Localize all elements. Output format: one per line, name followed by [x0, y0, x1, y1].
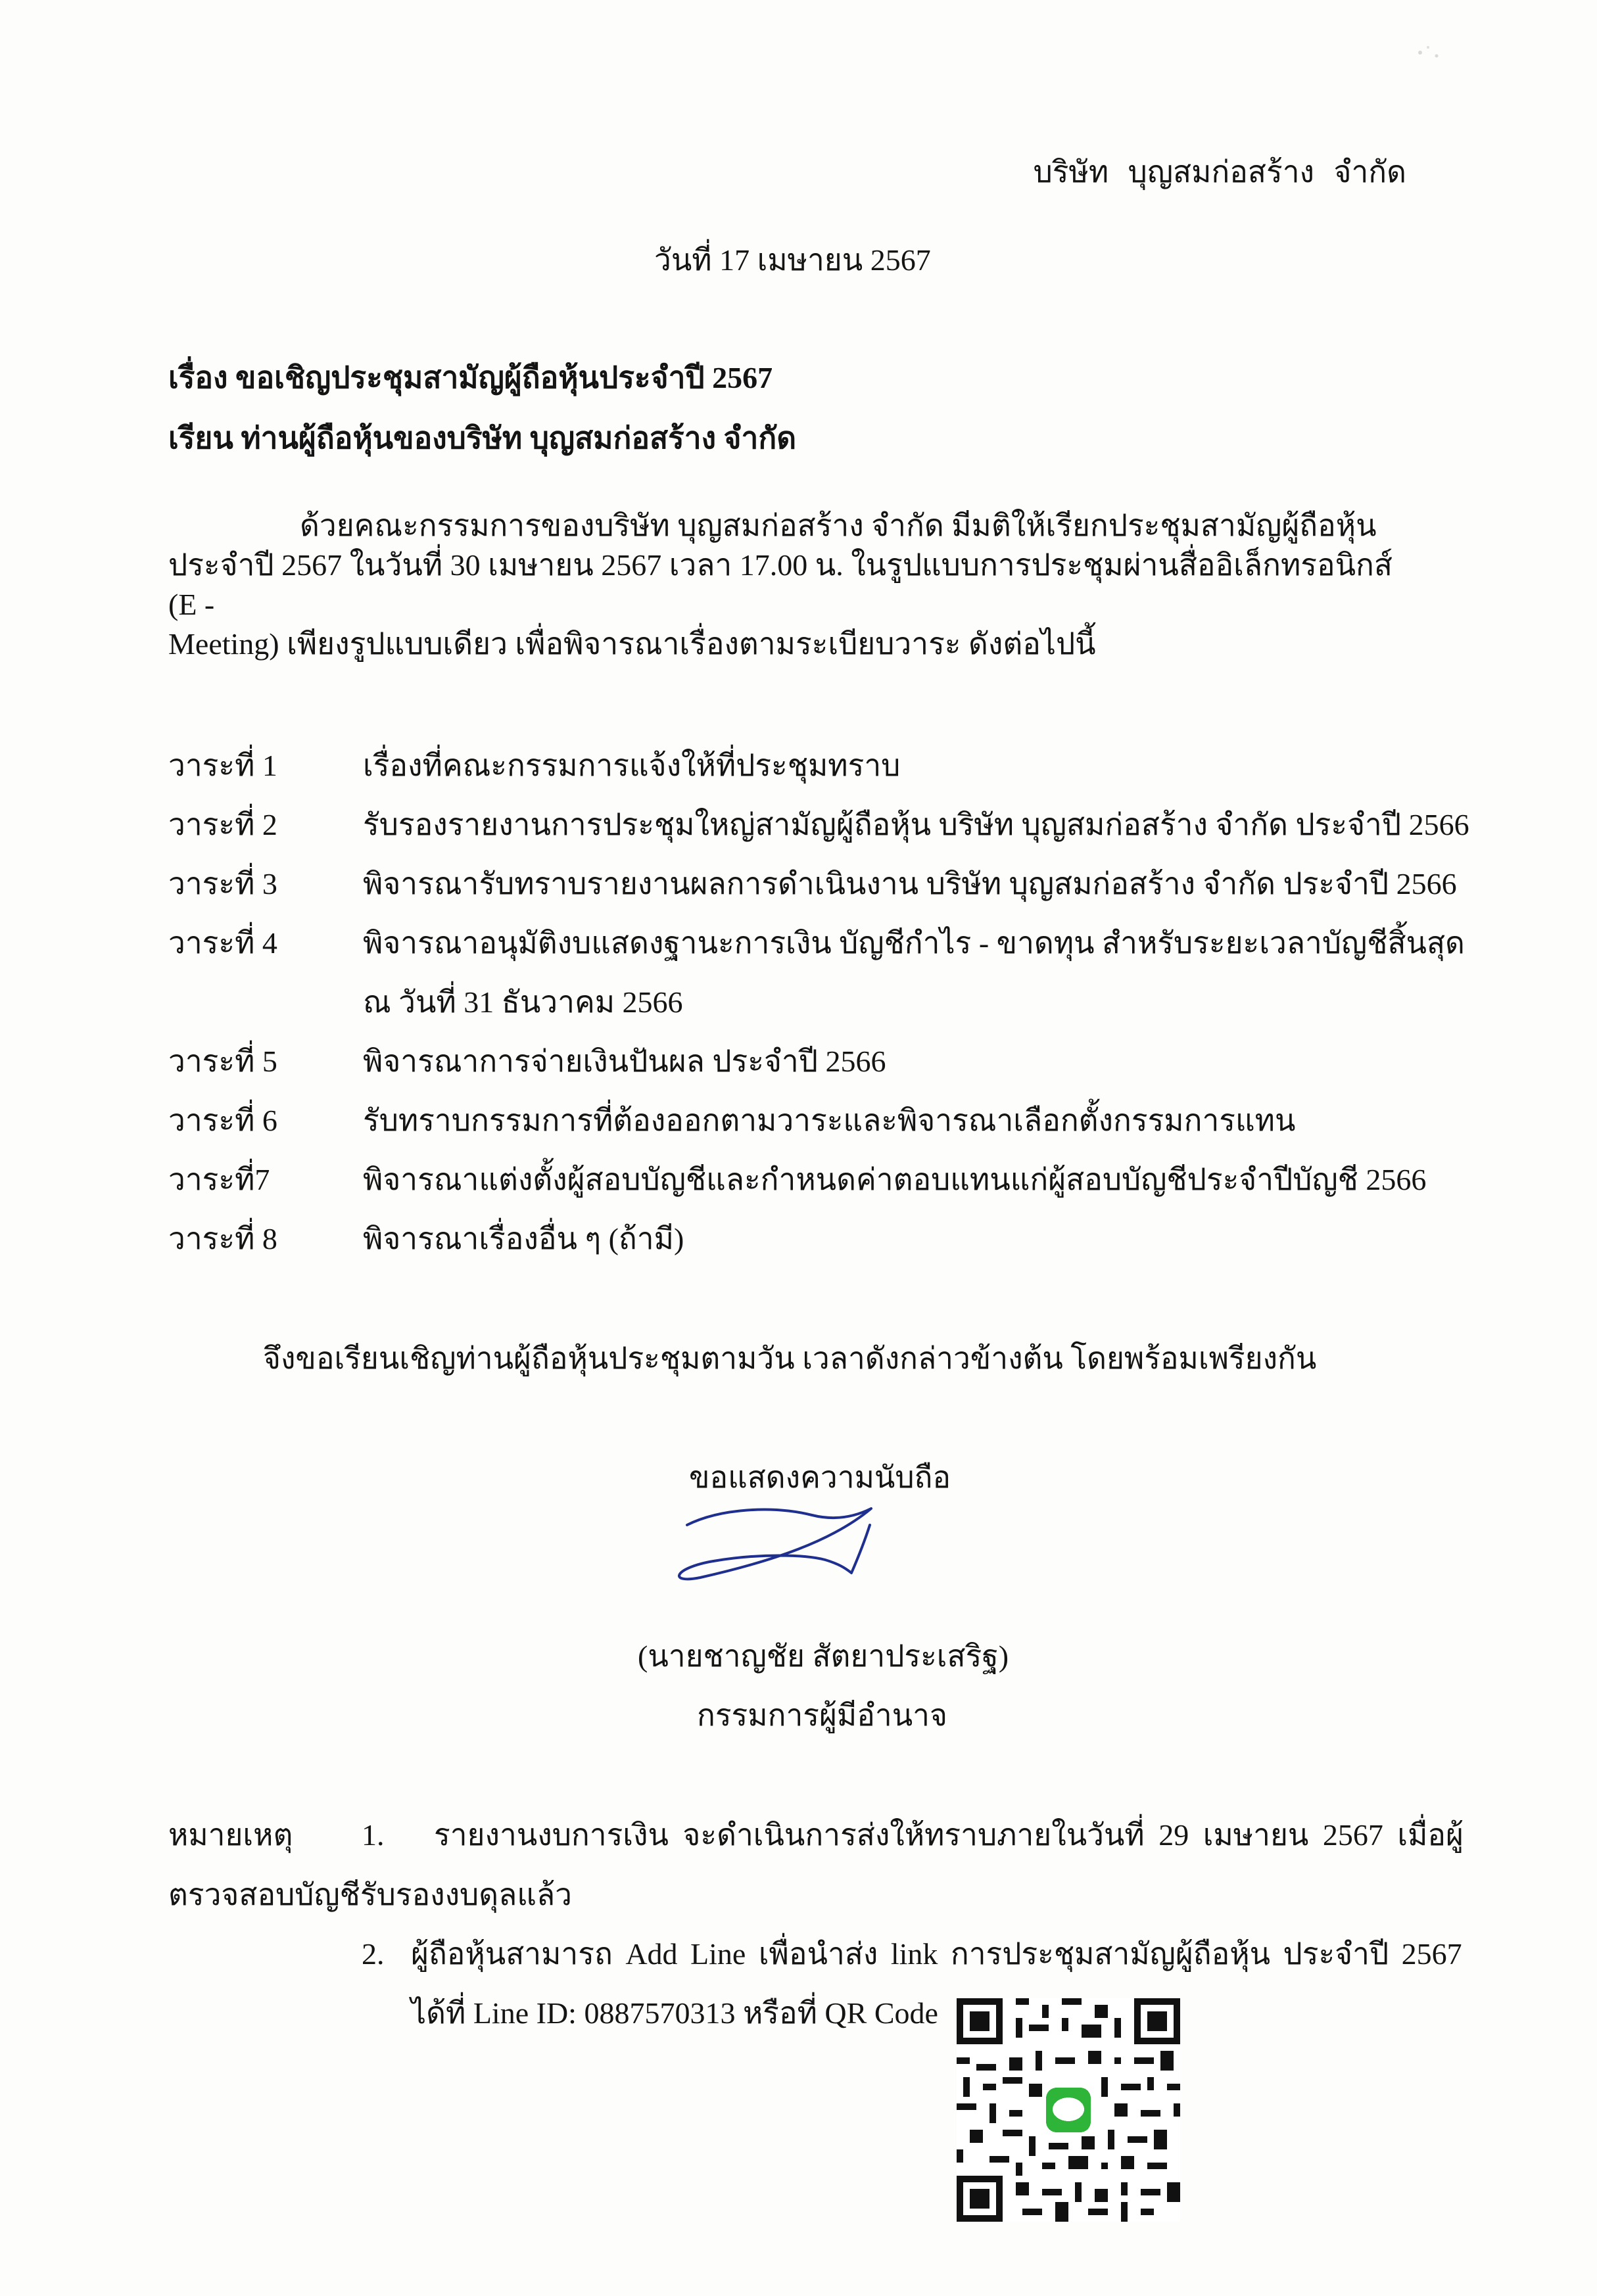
- note-text: ผู้ถือหุ้นสามารถ Add Line เพื่อนำส่ง link การประชุมสามัญผู้ถือหุ้น ประจำปี 2567: [411, 1937, 1462, 1971]
- body-line-1: ด้วยคณะกรรมการของบริษัท บุญสมก่อสร้าง จำกัด มีมติให้เรียกประชุมสามัญผู้ถือหุ้น: [300, 509, 1377, 542]
- body-paragraph: [168, 506, 1411, 664]
- body-line-2: ประจำปี 2567 ในวันที่ 30 เมษายน 2567 เวลา 17.00 น. ในรูปแบบการประชุมผ่านสื่ออิเล็กทรอนิกส์ (E -: [168, 548, 1393, 621]
- company-name: บริษัท บุญสมก่อสร้าง จำกัด: [1033, 155, 1406, 189]
- scan-speck-mark: [1414, 39, 1446, 66]
- agenda-number: วาระที่7: [168, 1163, 270, 1196]
- agenda-text: เรื่องที่คณะกรรมการแจ้งให้ที่ประชุมทราบ: [363, 749, 901, 782]
- agenda-text-continued: ณ วันที่ 31 ธันวาคม 2566: [363, 985, 683, 1019]
- regards-text: ขอแสดงความนับถือ: [689, 1461, 951, 1494]
- agenda-number: วาระที่ 6: [168, 1104, 277, 1137]
- agenda-number: วาระที่ 3: [168, 867, 277, 901]
- agenda-number: วาระที่ 5: [168, 1044, 277, 1078]
- agenda-number: วาระที่ 2: [168, 808, 277, 841]
- subject-line: เรื่อง ขอเชิญประชุมสามัญผู้ถือหุ้นประจำปี 2567: [168, 361, 773, 394]
- agenda-number: วาระที่ 4: [168, 926, 277, 960]
- signer-name: (นายชาญชัย สัตยาประเสริฐ): [638, 1639, 1009, 1673]
- agenda-text: พิจารณาการจ่ายเงินปันผล ประจำปี 2566: [363, 1044, 886, 1078]
- agenda-text: พิจารณาเรื่องอื่น ๆ (ถ้ามี): [363, 1222, 684, 1255]
- signer-title: กรรมการผู้มีอำนาจ: [697, 1699, 947, 1732]
- agenda-text: พิจารณารับทราบรายงานผลการดำเนินงาน บริษัท บุญสมก่อสร้าง จำกัด ประจำปี 2566: [363, 867, 1457, 901]
- note-text: รายงานงบการเงิน จะดำเนินการส่งให้ทราบภายในวันที่ 29 เมษายน 2567 เมื่อผู้: [434, 1818, 1464, 1852]
- line-logo-icon: [1042, 2084, 1095, 2136]
- body-line-3: Meeting) เพียงรูปแบบเดียว เพื่อพิจารณาเรื่องตามระเบียบวาระ ดังต่อไปนี้: [168, 627, 1096, 661]
- note-number: 1.: [362, 1818, 385, 1852]
- addressee-line: เรียน ท่านผู้ถือหุ้นของบริษัท บุญสมก่อสร้าง จำกัด: [168, 421, 797, 455]
- closing-sentence: จึงขอเรียนเชิญท่านผู้ถือหุ้นประชุมตามวัน เวลาดังกล่าวข้างต้น โดยพร้อมเพรียงกัน: [263, 1342, 1317, 1375]
- note-number: 2.: [362, 1937, 385, 1971]
- agenda-text: รับทราบกรรมการที่ต้องออกตามวาระและพิจารณาเลือกตั้งกรรมการแทน: [363, 1104, 1296, 1137]
- note-text-continued: ตรวจสอบบัญชีรับรองงบดุลแล้ว: [168, 1878, 572, 1911]
- agenda-number: วาระที่ 1: [168, 749, 277, 782]
- agenda-text: พิจารณาอนุมัติงบแสดงฐานะการเงิน บัญชีกำไร - ขาดทุน สำหรับระยะเวลาบัญชีสิ้นสุด: [363, 926, 1465, 960]
- note-text-continued: ได้ที่ Line ID: 0887570313 หรือที่ QR Code: [411, 1996, 938, 2030]
- agenda-text: พิจารณาแต่งตั้งผู้สอบบัญชีและกำหนดค่าตอบแทนแก่ผู้สอบบัญชีประจำปีบัญชี 2566: [363, 1163, 1427, 1196]
- note-label: หมายเหตุ: [168, 1818, 293, 1852]
- agenda-number: วาระที่ 8: [168, 1222, 277, 1255]
- qr-code-icon[interactable]: [957, 1998, 1180, 2222]
- handwritten-signature: [661, 1495, 884, 1587]
- letter-date: วันที่ 17 เมษายน 2567: [654, 243, 931, 277]
- agenda-text: รับรองรายงานการประชุมใหญ่สามัญผู้ถือหุ้น บริษัท บุญสมก่อสร้าง จำกัด ประจำปี 2566: [363, 808, 1469, 841]
